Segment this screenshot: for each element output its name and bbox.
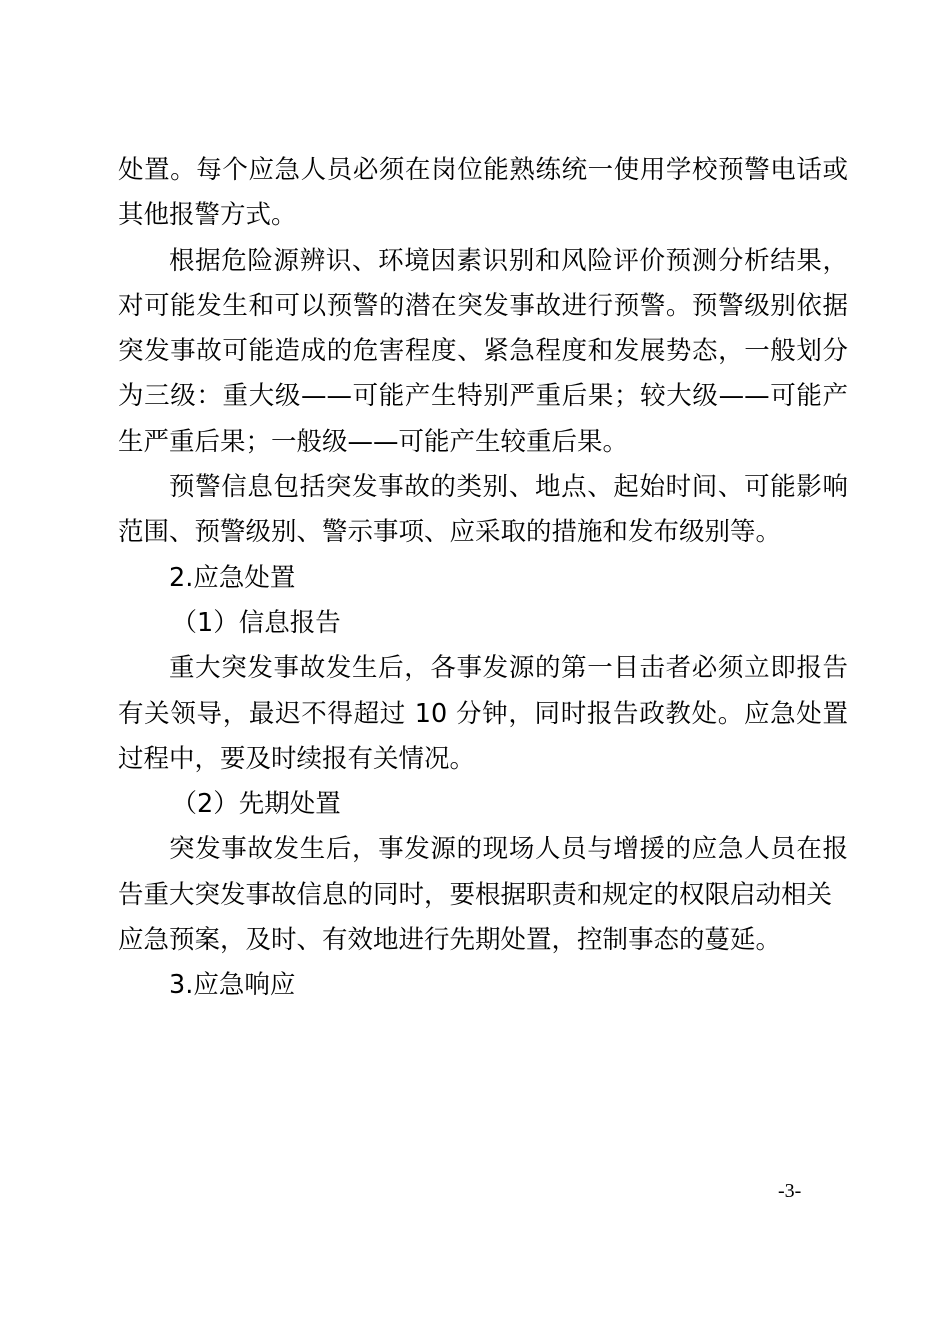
body-text <box>118 148 848 1009</box>
paragraph-initial-disposal: 突发事故发生后，事发源的现场人员与增援的应急人员在报告重大突发事故信息的同时，要根据职责和规定的权限启动相关 <box>118 834 848 910</box>
paragraph-initial-disposal-continued: 应急预案，及时、有效地进行先期处置，控制事态的蔓延。 <box>118 925 782 956</box>
paragraph-warning-info: 预警信息包括突发事故的类别、地点、起始时间、可能影响范围、预警级别、警示事项、应采取的措施和发布级别等。 <box>118 472 848 548</box>
paragraph-warning-levels: 根据危险源辨识、环境因素识别和风险评价预测分析结果，对可能发生和可以预警的潜在突发事故进行预警。预警级别依据突发事故可能造成的危害程度、紧急程度和发展势态，一般划分为三级：重大级——可能产生特别严重后果；较大级——可能产生严重后果；一般级——可能产生较重后果。 <box>118 245 848 457</box>
paragraph-warning-disposal: 处置。每个应急人员必须在岗位能熟练统一使用学校预警电话或其他报警方式。 <box>118 155 848 231</box>
heading-emergency-response: 3.应急响应 <box>169 970 296 1001</box>
subheading-initial-disposal: （2）先期处置 <box>171 789 341 820</box>
page-number: -3- <box>778 1180 802 1202</box>
paragraph-info-report: 重大突发事故发生后，各事发源的第一目击者必须立即报告有关领导，最迟不得超过 10 分钟，同时报告政教处。应急处置过程中，要及时续报有关情况。 <box>118 653 848 774</box>
subheading-info-report: （1）信息报告 <box>171 607 341 638</box>
heading-emergency-disposal: 2.应急处置 <box>169 562 296 593</box>
